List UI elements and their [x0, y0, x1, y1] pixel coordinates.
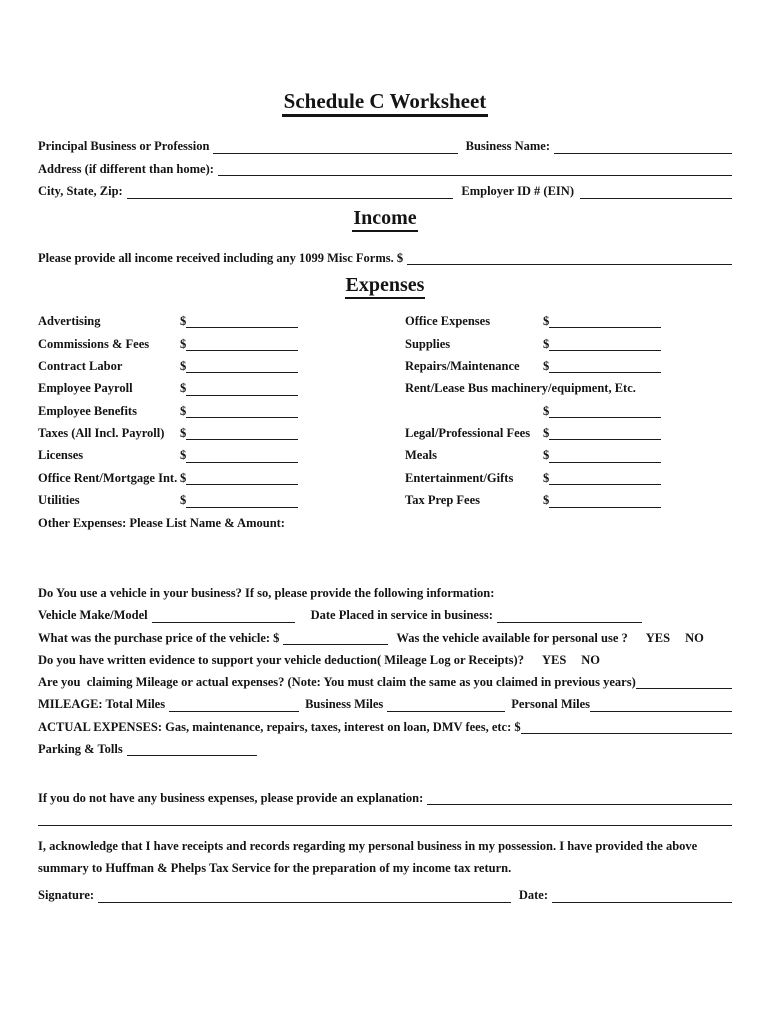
- expense-office-expenses-field[interactable]: [549, 314, 661, 328]
- claiming-mileage-field[interactable]: [636, 675, 732, 689]
- vehicle-intro-row: [38, 578, 732, 600]
- principal-business-row: [38, 131, 732, 154]
- claiming-mileage-label: Are you claiming Mileage or actual expenses? (Note: You must claim the same as you claimed in previous years): [38, 675, 636, 690]
- dollar-sign: $: [543, 493, 550, 508]
- expense-advertising-label: Advertising: [38, 314, 101, 329]
- personal-miles-field[interactable]: [590, 698, 732, 712]
- written-evidence-yes-option[interactable]: YES: [541, 652, 567, 667]
- dollar-sign: $: [543, 470, 550, 485]
- expense-employee-payroll-field[interactable]: [186, 382, 298, 396]
- dollar-sign: $: [543, 358, 550, 373]
- acknowledgment-text: I, acknowledge that I have receipts and records regarding my personal business in my possession. I have provided the above summary to Huffman & Phelps Tax Service for the preparation of my income tax return.: [38, 838, 698, 876]
- expense-row-tax-prep: [405, 485, 732, 507]
- expense-utilities-label: Utilities: [38, 493, 80, 508]
- personal-use-label: Was the vehicle available for personal use ?: [396, 630, 628, 645]
- expense-commissions-label: Commissions & Fees: [38, 336, 150, 351]
- expense-utilities-field[interactable]: [186, 494, 298, 508]
- expense-row-utilities: [38, 485, 405, 507]
- dollar-sign: $: [543, 426, 550, 441]
- expense-entertainment-label: Entertainment/Gifts: [405, 470, 514, 485]
- title-wrap: [38, 90, 732, 117]
- address-label: Address (if different than home):: [38, 161, 214, 176]
- expense-row-taxes: [38, 418, 405, 440]
- mileage-total-label: MILEAGE: Total Miles: [38, 697, 166, 712]
- purchase-price-label: What was the purchase price of the vehicle: $: [38, 630, 280, 645]
- expense-advertising-field[interactable]: [186, 314, 298, 328]
- business-name-label: Business Name:: [465, 139, 550, 154]
- expense-office-rent-label: Office Rent/Mortgage Int.: [38, 470, 178, 485]
- actual-expenses-label: ACTUAL EXPENSES: Gas, maintenance, repairs, taxes, interest on loan, DMV fees, etc: $: [38, 719, 521, 734]
- expense-tax-prep-field[interactable]: [549, 494, 661, 508]
- mileage-row: [38, 689, 732, 711]
- signature-label: Signature:: [38, 888, 95, 903]
- signature-field[interactable]: [98, 889, 511, 903]
- expense-row-office-expenses: [405, 306, 732, 328]
- dollar-sign: $: [543, 336, 550, 351]
- dollar-sign: $: [180, 448, 187, 463]
- expense-office-expenses-label: Office Expenses: [405, 314, 491, 329]
- actual-expenses-field[interactable]: [521, 720, 732, 734]
- expense-row-legal-fees: [405, 418, 732, 440]
- expense-row-contract-labor: [38, 351, 405, 373]
- parking-tolls-label: Parking & Tolls: [38, 742, 123, 756]
- expense-rent-lease-field[interactable]: [549, 404, 661, 418]
- purchase-price-field[interactable]: [283, 631, 388, 645]
- dollar-sign: $: [180, 314, 187, 329]
- city-state-zip-label: City, State, Zip:: [38, 184, 123, 199]
- expense-repairs-label: Repairs/Maintenance: [405, 358, 520, 373]
- expense-contract-labor-field[interactable]: [186, 359, 298, 373]
- expense-employee-benefits-label: Employee Benefits: [38, 403, 137, 418]
- other-expenses-label: Other Expenses: Please List Name & Amount:: [38, 515, 285, 530]
- expense-row-entertainment: [405, 463, 732, 485]
- expense-taxes-label: Taxes (All Incl. Payroll): [38, 426, 165, 441]
- principal-business-field[interactable]: [213, 140, 457, 154]
- written-evidence-label: Do you have written evidence to support your vehicle deduction( Mileage Log or Receipts)?: [38, 652, 524, 667]
- ein-label: Employer ID # (EIN): [461, 184, 574, 199]
- vehicle-make-model-row: [38, 600, 732, 622]
- explanation-row-2: [38, 805, 732, 826]
- claiming-mileage-row: [38, 667, 732, 689]
- explanation-row: [38, 782, 732, 805]
- written-evidence-row: [38, 645, 732, 667]
- address-field[interactable]: [218, 162, 732, 176]
- expense-meals-field[interactable]: [549, 449, 661, 463]
- personal-use-yes-option[interactable]: YES: [645, 630, 671, 645]
- city-state-zip-field[interactable]: [127, 185, 454, 199]
- vehicle-make-model-label: Vehicle Make/Model: [38, 608, 148, 623]
- expense-licenses-field[interactable]: [186, 449, 298, 463]
- income-heading: Income: [352, 207, 417, 232]
- business-miles-label: Business Miles: [305, 697, 384, 712]
- personal-miles-label: Personal Miles: [511, 697, 591, 712]
- expenses-columns: [38, 306, 732, 530]
- dollar-sign: $: [180, 336, 187, 351]
- expense-legal-fees-field[interactable]: [549, 426, 661, 440]
- ein-field[interactable]: [580, 185, 732, 199]
- written-evidence-no-option[interactable]: NO: [581, 652, 601, 667]
- expense-meals-label: Meals: [405, 448, 437, 463]
- expense-row-employee-benefits: [38, 396, 405, 418]
- expense-tax-prep-label: Tax Prep Fees: [405, 493, 480, 508]
- expense-row-office-rent: [38, 463, 405, 485]
- expense-row-licenses: [38, 440, 405, 462]
- page-title: Schedule C Worksheet: [282, 90, 489, 117]
- business-name-field[interactable]: [554, 140, 732, 154]
- dollar-sign: $: [543, 314, 550, 329]
- date-placed-label: Date Placed in service in business:: [310, 608, 493, 623]
- expense-commissions-field[interactable]: [186, 337, 298, 351]
- income-section-heading-wrap: [38, 207, 732, 232]
- expense-rent-lease-label: Rent/Lease Bus machinery/equipment, Etc.: [405, 381, 636, 396]
- date-placed-field[interactable]: [497, 609, 642, 623]
- dollar-sign: $: [180, 493, 187, 508]
- personal-use-no-option[interactable]: NO: [685, 630, 704, 645]
- parking-tolls-row: [38, 734, 732, 756]
- expense-contract-labor-label: Contract Labor: [38, 358, 123, 373]
- income-row: [38, 243, 732, 266]
- expense-supplies-label: Supplies: [405, 336, 451, 351]
- expense-entertainment-field[interactable]: [549, 471, 661, 485]
- actual-expenses-row: [38, 712, 732, 734]
- income-amount-field[interactable]: [407, 251, 732, 265]
- explanation-field-line2[interactable]: [38, 812, 732, 826]
- parking-tolls-field[interactable]: [127, 742, 257, 756]
- dollar-sign: $: [543, 448, 550, 463]
- dollar-sign: $: [180, 403, 187, 418]
- expense-legal-fees-label: Legal/Professional Fees: [405, 426, 531, 441]
- expense-office-rent-field[interactable]: [186, 471, 298, 485]
- expenses-section-heading-wrap: [38, 274, 732, 299]
- dollar-sign: $: [180, 470, 187, 485]
- income-instruction-label: Please provide all income received including any 1099 Misc Forms. $: [38, 250, 404, 265]
- explanation-label: If you do not have any business expenses, please provide an explanation:: [38, 790, 424, 805]
- expense-supplies-field[interactable]: [549, 337, 661, 351]
- principal-business-label: Principal Business or Profession: [38, 139, 210, 154]
- dollar-sign: $: [180, 381, 187, 396]
- expense-taxes-field[interactable]: [186, 426, 298, 440]
- expenses-left-column: [38, 306, 405, 530]
- dollar-sign: $: [180, 358, 187, 373]
- vehicle-section: [38, 578, 732, 756]
- expense-licenses-label: Licenses: [38, 448, 84, 463]
- expense-repairs-field[interactable]: [549, 359, 661, 373]
- expense-row-employee-payroll: [38, 373, 405, 395]
- expenses-right-column: [405, 306, 732, 530]
- vehicle-make-model-field[interactable]: [152, 609, 295, 623]
- date-label: Date:: [518, 888, 548, 903]
- business-info-section: [38, 131, 732, 199]
- address-row: [38, 154, 732, 177]
- expense-row-advertising: [38, 306, 405, 328]
- dollar-sign: $: [180, 426, 187, 441]
- date-field[interactable]: [552, 889, 732, 903]
- dollar-sign: $: [543, 403, 550, 418]
- expense-employee-benefits-field[interactable]: [186, 404, 298, 418]
- vehicle-intro-label: Do You use a vehicle in your business? If so, please provide the following information:: [38, 585, 495, 600]
- expense-row-rent-lease-amount: [405, 396, 732, 418]
- expense-row-repairs: [405, 351, 732, 373]
- expense-row-supplies: [405, 328, 732, 350]
- total-miles-field[interactable]: [169, 698, 299, 712]
- explanation-field-line1[interactable]: [427, 791, 732, 805]
- explanation-section: [38, 782, 732, 826]
- expenses-heading: Expenses: [345, 274, 426, 299]
- expense-employee-payroll-label: Employee Payroll: [38, 381, 133, 396]
- signature-row: [38, 880, 732, 903]
- business-miles-field[interactable]: [387, 698, 505, 712]
- other-expenses-row: [38, 508, 405, 530]
- purchase-price-row: [38, 623, 732, 645]
- expense-row-meals: [405, 440, 732, 462]
- expense-row-commissions: [38, 328, 405, 350]
- city-state-zip-row: [38, 176, 732, 199]
- expense-row-rent-lease: [405, 373, 732, 395]
